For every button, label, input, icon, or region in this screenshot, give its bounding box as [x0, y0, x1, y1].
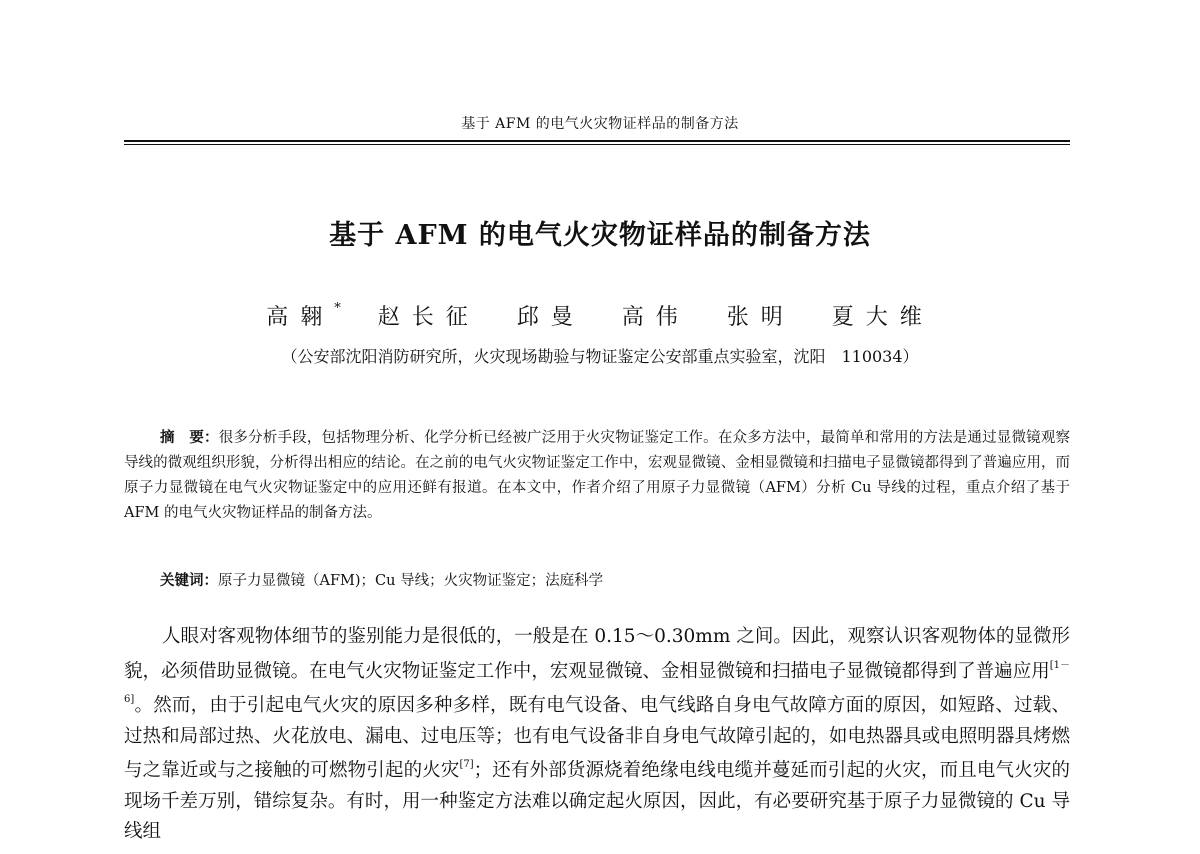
running-header: 基于 AFM 的电气火灾物证样品的制备方法 [461, 116, 739, 132]
body-text-segment: 。然而，由于引起电气火灾的原因多种多样，既有电气设备、电气线路自身电气故障方面的原因，如短路、过载、过热和局部过热、火花放电、漏电、过电压等；也有电气设备非自身电气故障引起的，如电热器具或电照明器具烤燃与之靠近或与之接触的可燃物引起的火灾 [124, 695, 1070, 782]
author: 邱曼 [516, 305, 585, 330]
body-text-segment: ；还有外部货源烧着绝缘电线电缆并蔓延而引起的火灾，而且电气火灾的现场千差万别，错综复杂。有时，用一种鉴定方法难以确定起火原因，因此，有必要研究基于原子力显微镜的 Cu 导线组 [124, 760, 1070, 843]
author: 张明 [726, 305, 795, 330]
abstract-text: 很多分析手段，包括物理分析、化学分析已经被广泛用于火灾物证鉴定工作。在众多方法中，最简单和常用的方法是通过显微镜观察导线的微观组织形貌，分析得出相应的结论。在之前的电气火灾物证鉴定工作中，宏观显微镜、金相显微镜和扫描电子显微镜都得到了普遍应用，而原子力显微镜在电气火灾物证鉴定中的应用还鲜有报道。在本文中，作者介绍了用原子力显微镜（AFM）分析 Cu 导线的过程，重点介绍了基于 AFM 的电气火灾物证样品的制备方法。 [124, 430, 1071, 521]
paper-title: 基于 AFM 的电气火灾物证样品的制备方法 [329, 220, 871, 251]
abstract [124, 425, 1070, 526]
author-list [0, 300, 1200, 331]
author: 高翱* [266, 300, 341, 330]
abstract-label: 摘 要： [160, 429, 219, 446]
body-text-segment: 人眼对客观物体细节的鉴别能力是很低的，一般是在 0.15～0.30mm 之间。因此，观察认识客观物体的显微形貌，必须借助显微镜。在电气火灾物证鉴定工作中，宏观显微镜、金相显微镜和扫描电子显微镜都得到了普遍应用 [124, 626, 1070, 682]
author: 夏大维 [831, 305, 934, 330]
author: 赵长征 [377, 305, 480, 330]
author: 高伟 [621, 305, 690, 330]
body-paragraph [124, 622, 1070, 848]
header-rule-thin [124, 144, 1070, 145]
citation-ref: [1－6] [124, 659, 1070, 706]
keywords-text: 原子力显微镜（AFM)；Cu 导线；火灾物证鉴定；法庭科学 [218, 573, 604, 589]
keywords-label: 关键词： [160, 572, 218, 589]
affiliation: （公安部沈阳消防研究所，火灾现场勘验与物证鉴定公安部重点实验室，沈阳 110034） [281, 347, 919, 366]
citation-ref: [7] [459, 759, 474, 771]
header-rule [124, 140, 1070, 142]
keywords [160, 570, 1070, 592]
